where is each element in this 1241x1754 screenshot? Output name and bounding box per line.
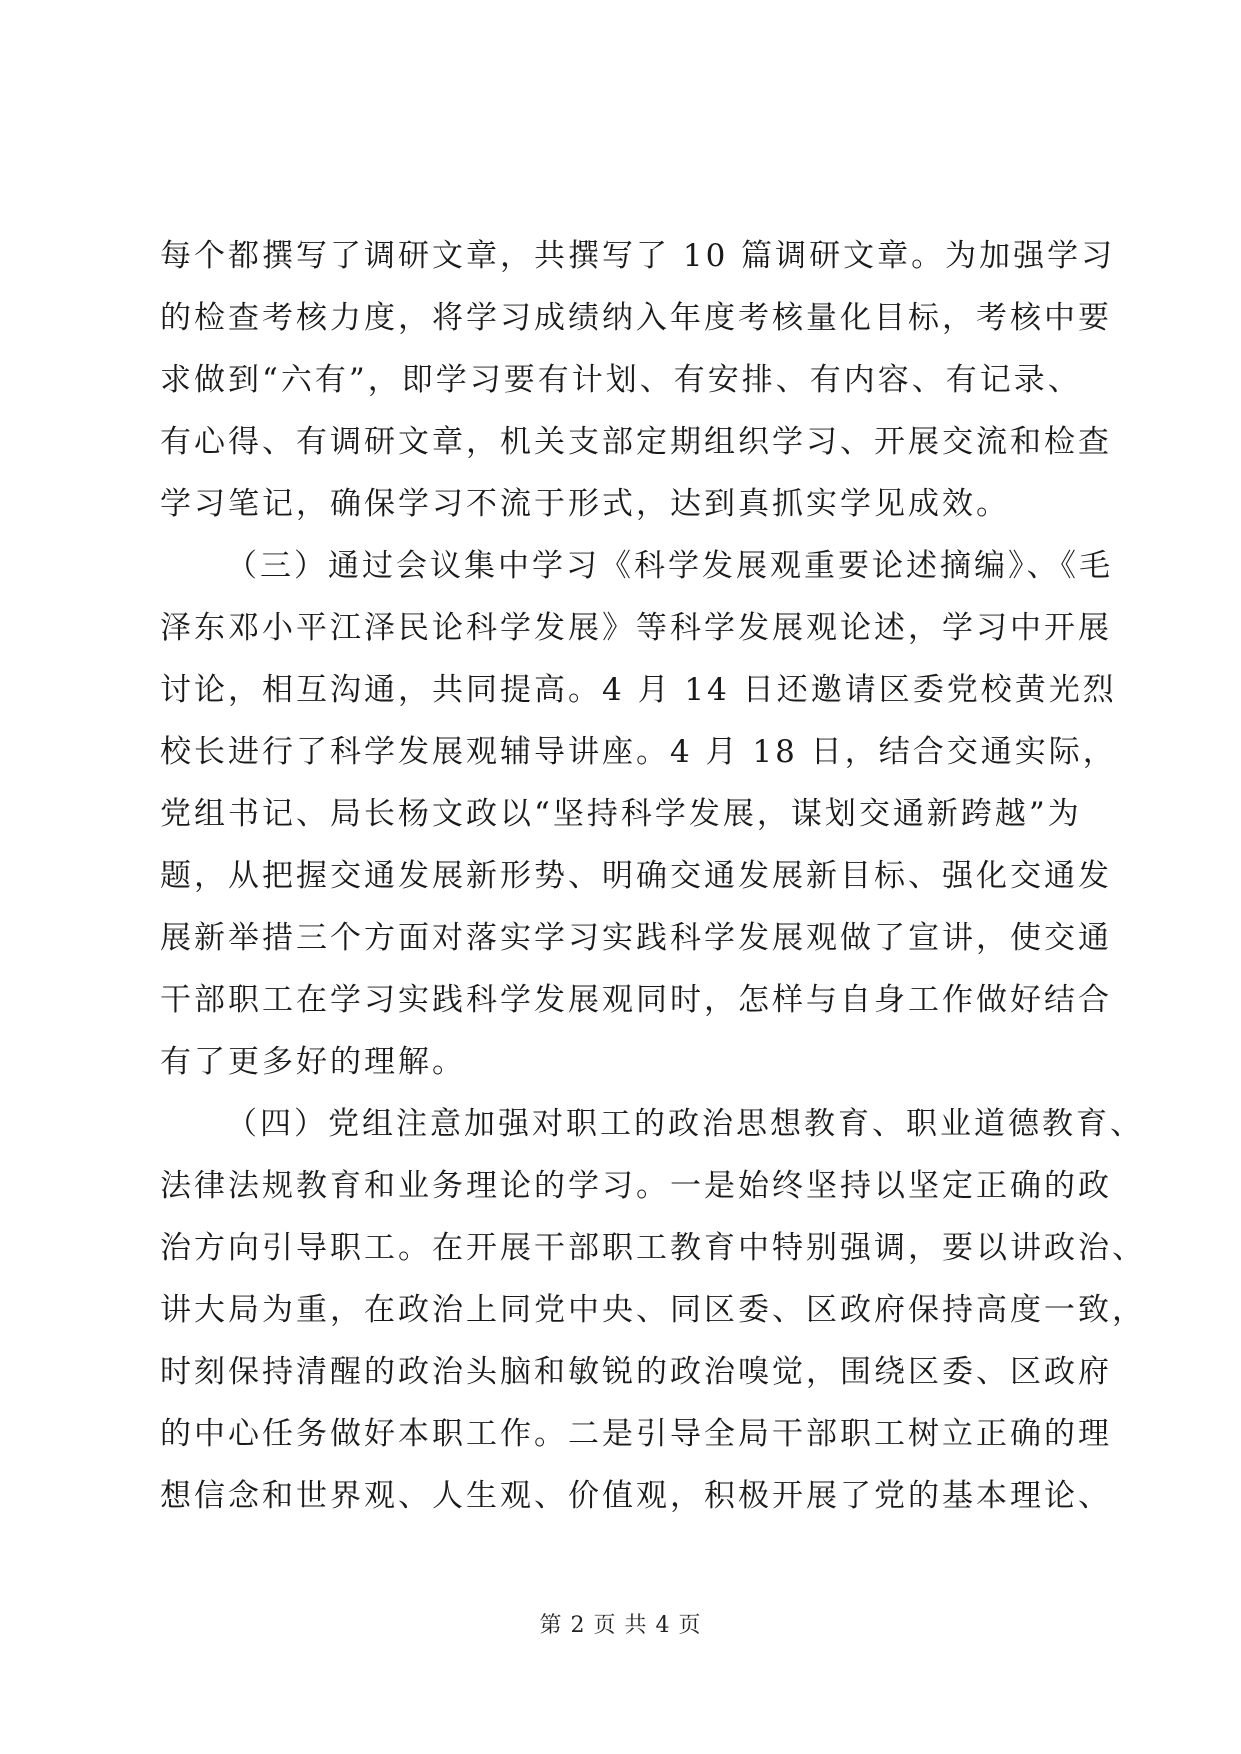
- paragraph-4-start: （四）党组注意加强对职工的政治思想教育、职业道德教育、: [226, 1106, 1144, 1142]
- page-footer: 第 2 页 共 4 页: [539, 1613, 702, 1638]
- text-line: 讲大局为重，在政治上同党中央、同区委、区政府保持高度一致，: [160, 1292, 1146, 1328]
- text-line: 展新举措三个方面对落实学习实践科学发展观做了宣讲，使交通: [160, 920, 1112, 956]
- text-line: 求做到“六有”，即学习要有计划、有安排、有内容、有记录、: [160, 362, 1082, 398]
- text-line: 泽东邓小平江泽民论科学发展》等科学发展观论述，学习中开展: [160, 610, 1112, 646]
- document-body: [160, 225, 1146, 1527]
- text-line: 讨论，相互沟通，共同提高。4 月 14 日还邀请区委党校黄光烈: [160, 672, 1117, 708]
- text-line: 题，从把握交通发展新形势、明确交通发展新目标、强化交通发: [160, 858, 1112, 894]
- text-line: 法律法规教育和业务理论的学习。一是始终坚持以坚定正确的政: [160, 1168, 1112, 1204]
- text-line: 党组书记、局长杨文政以“坚持科学发展，谋划交通新跨越”为: [160, 796, 1082, 832]
- text-line: 有了更多好的理解。: [160, 1044, 466, 1080]
- text-line: 治方向引导职工。在开展干部职工教育中特别强调，要以讲政治、: [160, 1230, 1146, 1266]
- text-line: 每个都撰写了调研文章，共撰写了 10 篇调研文章。为加强学习: [160, 238, 1116, 274]
- text-line: 时刻保持清醒的政治头脑和敏锐的政治嗅觉，围绕区委、区政府: [160, 1354, 1112, 1390]
- paragraph-3-start: （三）通过会议集中学习《科学发展观重要论述摘编》、《毛: [226, 548, 1113, 584]
- text-line: 有心得、有调研文章，机关支部定期组织学习、开展交流和检查: [160, 424, 1112, 460]
- text-line: 干部职工在学习实践科学发展观同时，怎样与自身工作做好结合: [160, 982, 1112, 1018]
- text-line: 学习笔记，确保学习不流于形式，达到真抓实学见成效。: [160, 486, 1010, 522]
- text-line: 校长进行了科学发展观辅导讲座。4 月 18 日，结合交通实际，: [160, 734, 1117, 770]
- text-line: 的中心任务做好本职工作。二是引导全局干部职工树立正确的理: [160, 1416, 1112, 1452]
- text-line: 的检查考核力度，将学习成绩纳入年度考核量化目标，考核中要: [160, 300, 1112, 336]
- text-line: 想信念和世界观、人生观、价值观，积极开展了党的基本理论、: [160, 1478, 1112, 1514]
